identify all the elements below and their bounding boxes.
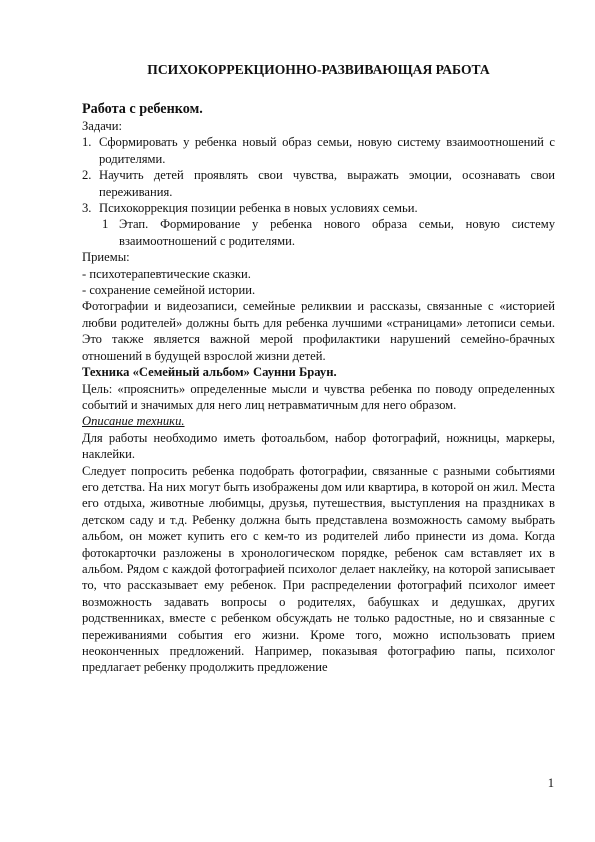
materials-paragraph: Для работы необходимо иметь фотоальбом, набор фотографий, ножницы, маркеры, наклейки. <box>82 430 555 462</box>
tasks-label: Задачи: <box>82 119 122 133</box>
photos-paragraph: Фотографии и видеозаписи, семейные реликвии и рассказы, связанные с «историей любви родителей» должны быть для ребенка лучшими «страницами» летописи семьи. Это также является важной мерой профилактики нарушений семейно-брачных отношений в будущей взрослой жизни детей. <box>82 299 555 363</box>
technique-title: Техника «Семейный альбом» Саунни Браун. <box>82 365 337 380</box>
list-item <box>82 200 555 216</box>
list-text: Психокоррекция позиции ребенка в новых условиях семьи. <box>99 201 418 216</box>
list-number: 2. <box>82 168 92 183</box>
list-number: 1. <box>82 135 92 150</box>
description-label: Описание техники. <box>82 414 185 429</box>
page-title: ПСИХОКОРРЕКЦИОННО-РАЗВИВАЮЩАЯ РАБОТА <box>147 62 490 77</box>
stage-text: Этап. Формирование у ребенка нового образа семьи, новую систему взаимоотношений с родителями. <box>119 217 555 248</box>
list-number: 3. <box>82 201 92 216</box>
list-item <box>82 167 555 200</box>
stage-number: 1 <box>102 217 109 232</box>
section-heading: Работа с ребенком. <box>82 101 203 117</box>
list-text: Сформировать у ребенка новый образ семьи, новую систему взаимоотношений с родителями. <box>99 135 555 166</box>
stage-item <box>82 216 555 249</box>
technique-item: - психотерапевтические сказки. <box>82 266 251 281</box>
technique-item: - сохранение семейной истории. <box>82 283 256 298</box>
list-text: Научить детей проявлять свои чувства, выражать эмоции, осознавать свои переживания. <box>99 168 555 199</box>
document-body <box>82 100 555 676</box>
main-paragraph: Следует попросить ребенка подобрать фотографии, связанные с разными событиями его детства. На них могут быть изображены дом или квартира, в которой он жил. Места его отдыха, животные любимцы, друзья, путешествия, выступления на праздниках в детском саду и т.д. Ребенку должна быть представлена возможность самому выбрать альбом, он может купить его с кем-то из родителей либо принести из дома. Когда фотокарточки разложены в хронологическом порядке, ребенок сам вставляет их в альбом. Рядом с каждой фотографией психолог делает наклейку, на которой записывает то, что рассказывает ему ребенок. При распределении фотографий психолог имеет возможность задавать вопросы о родителях, бабушках и дедушках, других родственниках, вместе с ребенком обсуждать не только радостные, но и связанные с переживаниями события его жизни. Кроме того, можно использовать прием неоконченных предложений. Например, показывая фотографию папы, психолог предлагает ребенку продолжить предложение <box>82 463 555 675</box>
page-number: 1 <box>547 776 554 790</box>
techniques-label: Приемы: <box>82 250 130 265</box>
goal-paragraph: Цель: «прояснить» определенные мысли и чувства ребенка по поводу определенных событий и значимых для него лиц нетравматичным для него образом. <box>82 381 555 412</box>
tasks-list <box>82 134 555 249</box>
list-item <box>82 134 555 167</box>
